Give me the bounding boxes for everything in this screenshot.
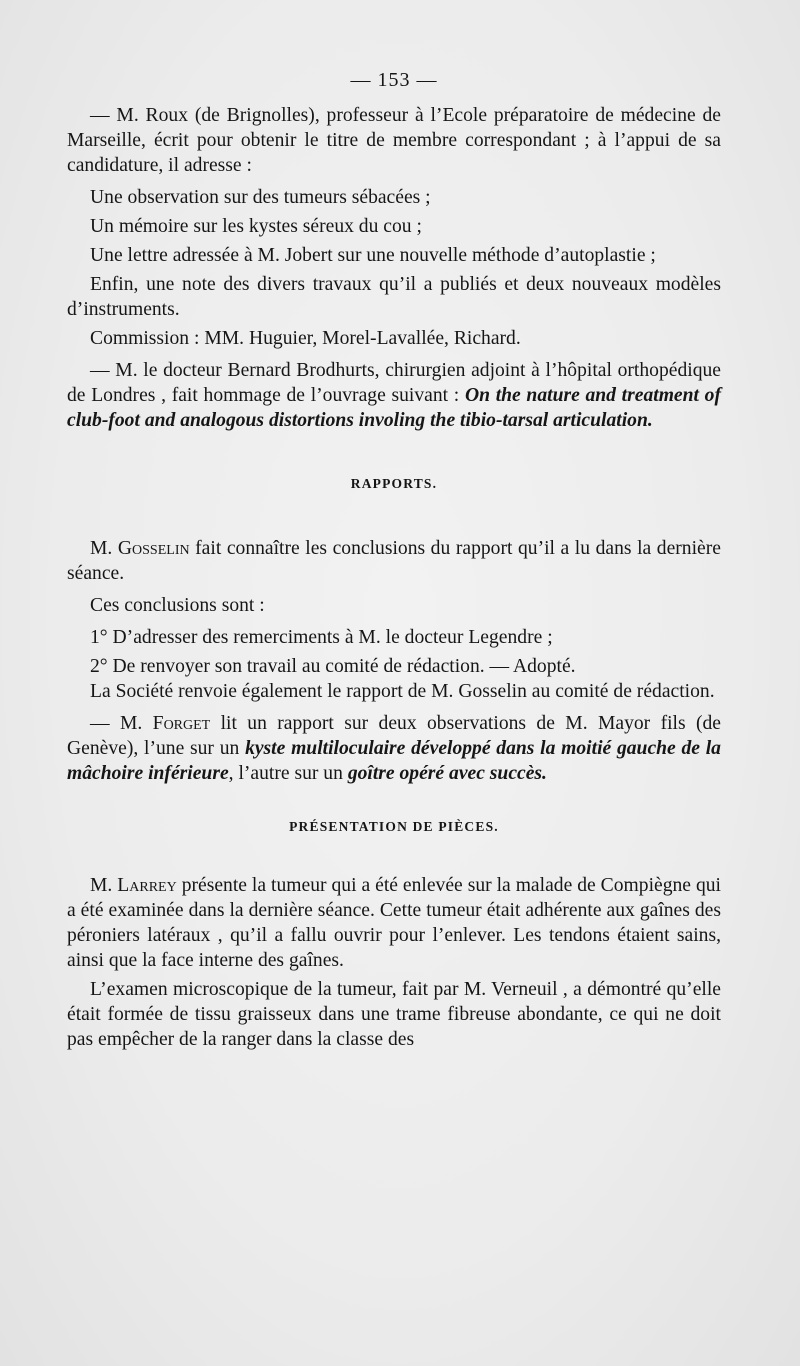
- forget-italic-goitre: goître opéré avec succès.: [347, 763, 547, 784]
- gosselin-text: fait connaître les conclusions du rapport qu’il a lu dans la dernière séance.: [67, 538, 721, 584]
- gosselin-name: M. Gosselin: [90, 538, 190, 559]
- roux-item-memoire: Un mémoire sur les kystes séreux du cou ;: [90, 216, 422, 237]
- roux-item-lettre: Une lettre adressée à M. Jobert sur une nouvelle méthode d’autoplastie ;: [90, 245, 656, 266]
- conclusions-intro: Ces conclusions sont :: [90, 595, 265, 616]
- larrey-text: présente la tumeur qui a été enlevée sur la malade de Compiègne qui a été examinée dans la dernière séance. Cette tumeur était adhérente aux gaînes des péroniers latéraux , qu’il a fallu ouvrir pour l’enlever. Les tendons étaient sains, ainsi que la face interne des gaînes.: [67, 875, 722, 971]
- forget-paragraph: [67, 711, 721, 786]
- gosselin-paragraph: [67, 536, 721, 586]
- larrey-paragraph: [67, 873, 721, 973]
- conclusion-item-1: 1° D’adresser des remerciments à M. le docteur Legendre ;: [90, 627, 553, 648]
- larrey-prefix: M.: [90, 875, 113, 896]
- section-heading-rapports: RAPPORTS.: [350, 476, 438, 491]
- forget-text-1: lit un rapport sur deux observations de M. Mayor fils (de Genève), l’une sur un: [67, 713, 721, 759]
- commission-paragraph: Commission : MM. Huguier, Morel-Lavallée, Richard.: [90, 328, 521, 349]
- larrey-name: Larrey: [117, 875, 177, 896]
- conclusion-item-2: 2° De renvoyer son travail au comité de rédaction. — Adopté.: [90, 656, 576, 677]
- renvoi-paragraph: La Société renvoie également le rapport de M. Gosselin au comité de rédaction.: [90, 681, 715, 702]
- brodhurts-paragraph: [67, 358, 721, 433]
- forget-prefix: — M.: [90, 713, 143, 734]
- roux-paragraph: — M. Roux (de Brignolles), professeur à l’Ecole préparatoire de médecine de Marseille, écrit pour obtenir le titre de membre correspondant ; à l’appui de sa candidature, il adresse :: [67, 105, 721, 176]
- forget-italic-kyste: kyste multiloculaire développé dans la moitié gauche de la mâchoire inférieure: [67, 738, 721, 784]
- forget-text-2: , l’autre sur un: [228, 763, 343, 784]
- roux-item-observation: Une observation sur des tumeurs sébacées ;: [90, 187, 431, 208]
- brodhurts-book-title: On the nature and treatment of club-foot and analogous distortions involing the tibio-tarsal articulation.: [67, 385, 721, 431]
- forget-name: Forget: [152, 713, 211, 734]
- examen-paragraph: L’examen microscopique de la tumeur, fait par M. Verneuil , a démontré qu’elle était formée de tissu graisseux dans une trame fibreuse abondante, ce qui ne doit pas empêcher de la ranger dans la classe des: [67, 979, 721, 1050]
- brodhurts-text: — M. le docteur Bernard Brodhurts, chirurgien adjoint à l’hôpital orthopédique de Londres , fait hommage de l’ouvrage suivant :: [67, 360, 721, 406]
- section-heading-presentation: PRÉSENTATION DE PIÈCES.: [289, 819, 499, 834]
- page-number: — 153 —: [350, 69, 438, 91]
- roux-item-note: Enfin, une note des divers travaux qu’il a publiés et deux nouveaux modèles d’instruments.: [67, 274, 721, 320]
- page-text: [67, 68, 721, 1052]
